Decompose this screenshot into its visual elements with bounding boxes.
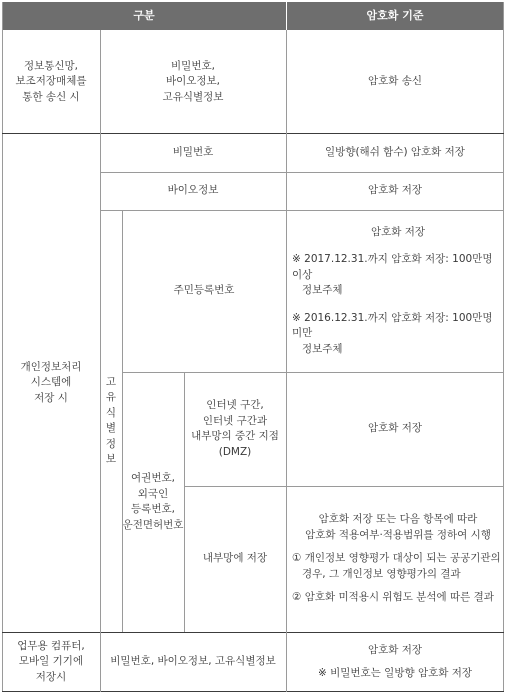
mobile-criterion: 암호화 저장 ※ 비밀번호는 일방향 암호화 저장 <box>317 643 472 679</box>
bio-label: 바이오정보 <box>167 184 219 197</box>
header-divider <box>286 2 287 30</box>
encryption-criteria-table <box>2 2 504 692</box>
transmit-items: 비밀번호, 바이오정보, 고유식별정보 <box>162 59 224 103</box>
mobile-items: 비밀번호, 바이오정보, 고유식별정보 <box>110 655 276 668</box>
rule-col-otherids <box>184 372 185 632</box>
rule-password-bottom <box>100 172 504 173</box>
transmit-criterion: 암호화 송신 <box>367 75 423 88</box>
header-category: 구분 <box>2 2 286 30</box>
border-bottom <box>2 691 504 692</box>
rule-rrn-bottom <box>122 372 504 373</box>
rule-bio-bottom <box>100 210 504 211</box>
rule-internet-bottom <box>184 486 504 487</box>
transmit-category: 정보통신망, 보조저장매체를 통한 송신 시 <box>15 59 87 103</box>
border-left <box>2 2 3 692</box>
other-ids-label: 여권번호, 외국인 등록번호, 운전면허번호 <box>122 472 184 531</box>
rule-row2-bottom <box>2 632 504 633</box>
rrn-label: 주민등록번호 <box>173 284 235 297</box>
rule-col-category <box>100 30 101 692</box>
rrn-criterion: 암호화 저장 ※ 2017.12.31.까지 암호화 저장: 100만명 이상 정보주체 ※ 2016.12.31.까지 암호화 저장: 100만명 미만 정보주체 <box>292 225 493 355</box>
mobile-category: 업무용 컴퓨터, 모바일 기기에 저장시 <box>17 639 85 683</box>
rule-col-vertical <box>122 210 123 632</box>
internet-criterion: 암호화 저장 <box>367 422 423 435</box>
password-label: 비밀번호 <box>172 146 214 159</box>
rule-row1-bottom <box>2 133 504 134</box>
password-criterion: 일방향(해쉬 함수) 암호화 저장 <box>325 146 465 159</box>
internal-net-label: 내부망에 저장 <box>202 552 268 565</box>
system-category: 개인정보처리 시스템에 저장 시 <box>20 360 82 404</box>
unique-id-vertical-label: 고 유 식 별 정 보 <box>105 375 117 465</box>
border-right <box>503 2 504 692</box>
internet-section-label: 인터넷 구간, 인터넷 구간과 내부망의 중간 지점 (DMZ) <box>191 399 279 458</box>
internal-net-criterion: 암호화 저장 또는 다음 항목에 따라 암호화 적용여부·적용범위를 정하여 시행 ① 개인정보 영향평가 대상이 되는 공공기관의 경우, 그 개인정보 영향평가의 결과 ② 암호화 미적용시 위험도 분석에 따른 결과 <box>292 513 501 604</box>
header-criterion: 암호화 기준 <box>286 2 504 30</box>
rule-col-criterion <box>286 30 287 692</box>
bio-criterion: 암호화 저장 <box>367 184 423 197</box>
